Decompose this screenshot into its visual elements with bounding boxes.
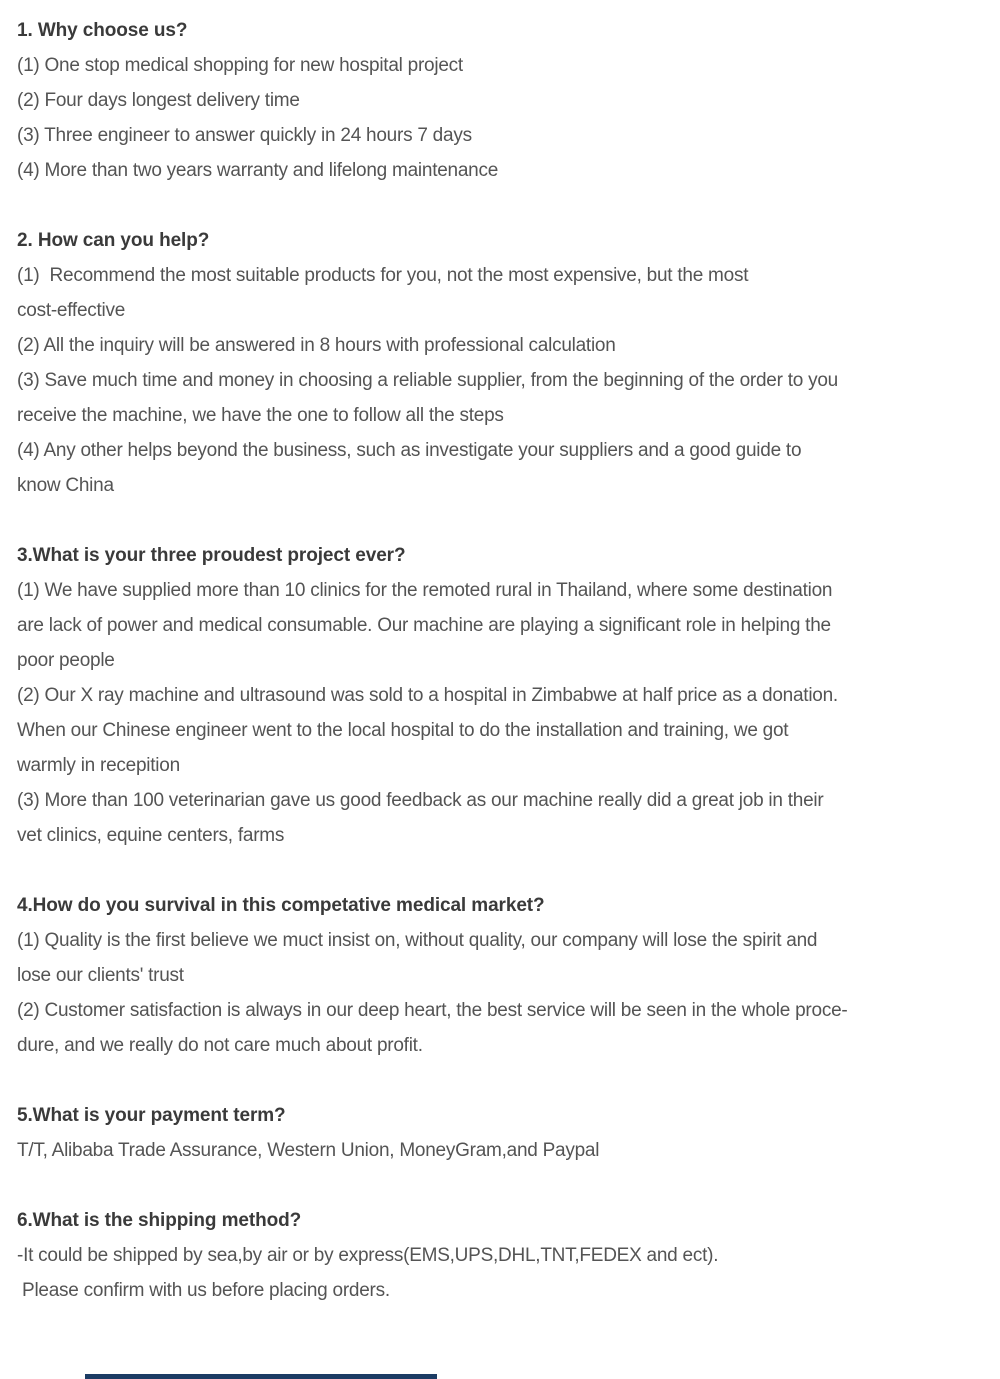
section-heading: 3.What is your three proudest project ever? xyxy=(17,545,406,566)
faq-section xyxy=(17,1098,980,1168)
faq-section xyxy=(17,888,980,1063)
faq-line: lose our clients' trust xyxy=(17,965,184,986)
faq-line: (3) Save much time and money in choosing a reliable supplier, from the beginning of the order to you xyxy=(17,370,838,391)
faq-line: are lack of power and medical consumable. Our machine are playing a significant role in helping the xyxy=(17,615,831,636)
section-heading: 2. How can you help? xyxy=(17,230,210,251)
faq-line: (2) Our X ray machine and ultrasound was sold to a hospital in Zimbabwe at half price as a donation. xyxy=(17,685,838,706)
faq-line: (3) Three engineer to answer quickly in 24 hours 7 days xyxy=(17,125,472,146)
faq-sections xyxy=(17,13,980,1308)
faq-line: T/T, Alibaba Trade Assurance, Western Union, MoneyGram,and Paypal xyxy=(17,1140,600,1161)
faq-line: -It could be shipped by sea,by air or by express(EMS,UPS,DHL,TNT,FEDEX and ect). xyxy=(17,1245,719,1266)
faq-line: know China xyxy=(17,475,114,496)
faq-line: (1) Quality is the first believe we muct insist on, without quality, our company will lose the spirit and xyxy=(17,930,818,951)
next-section-divider-bar xyxy=(85,1374,437,1379)
section-heading: 5.What is your payment term? xyxy=(17,1105,286,1126)
faq-section xyxy=(17,223,980,503)
faq-line: (4) More than two years warranty and lifelong maintenance xyxy=(17,160,499,181)
faq-line: dure, and we really do not care much about profit. xyxy=(17,1035,423,1056)
section-heading: 1. Why choose us? xyxy=(17,20,188,41)
faq-line: receive the machine, we have the one to follow all the steps xyxy=(17,405,504,426)
faq-line: (2) Customer satisfaction is always in our deep heart, the best service will be seen in the whole proce- xyxy=(17,1000,848,1021)
faq-line: (4) Any other helps beyond the business, such as investigate your suppliers and a good guide to xyxy=(17,440,802,461)
faq-line: cost-effective xyxy=(17,300,126,321)
faq-section xyxy=(17,1203,980,1308)
faq-line: (1) We have supplied more than 10 clinics for the remoted rural in Thailand, where some destination xyxy=(17,580,833,601)
faq-line: poor people xyxy=(17,650,115,671)
faq-line: When our Chinese engineer went to the local hospital to do the installation and training, we got xyxy=(17,720,789,741)
faq-section xyxy=(17,13,980,188)
faq-line: vet clinics, equine centers, farms xyxy=(17,825,285,846)
section-heading: 6.What is the shipping method? xyxy=(17,1210,302,1231)
faq-line: Please confirm with us before placing orders. xyxy=(17,1280,390,1301)
faq-section xyxy=(17,538,980,853)
faq-line: (1) Recommend the most suitable products for you, not the most expensive, but the most xyxy=(17,265,749,286)
faq-line: warmly in recepition xyxy=(17,755,180,776)
faq-line: (2) Four days longest delivery time xyxy=(17,90,300,111)
section-heading: 4.How do you survival in this competative medical market? xyxy=(17,895,545,916)
faq-line: (1) One stop medical shopping for new hospital project xyxy=(17,55,463,76)
faq-line: (3) More than 100 veterinarian gave us good feedback as our machine really did a great job in their xyxy=(17,790,824,811)
faq-line: (2) All the inquiry will be answered in 8 hours with professional calculation xyxy=(17,335,616,356)
